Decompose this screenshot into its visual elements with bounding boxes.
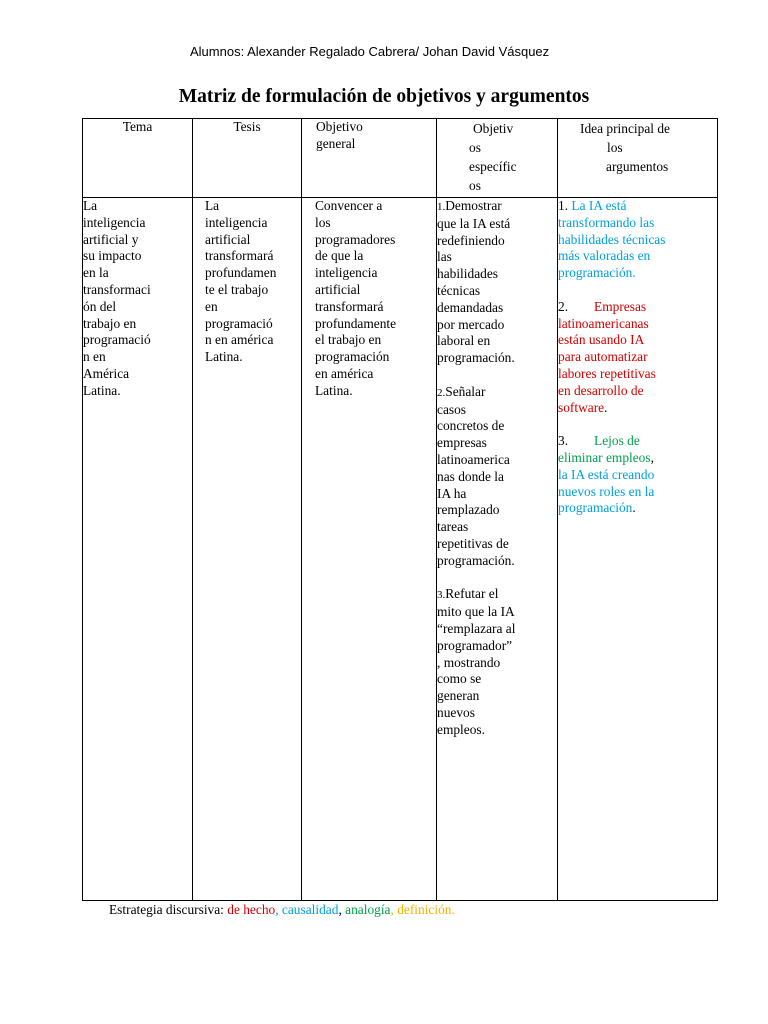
objetivo-especifico-3: 3.Refutar el mito que la IA “remplazara al programador” , mostrando como se generan nuevos empleos. <box>437 586 516 737</box>
cell-tema: La inteligencia artificial y su impacto en la transformaci ón del trabajo en programació n en América Latina. <box>83 198 193 901</box>
table-header-row <box>83 119 718 198</box>
header-objetivos-especificos: Objetiv os específic os <box>437 119 558 198</box>
document-title: Matriz de formulación de objetivos y argumentos <box>178 86 590 107</box>
header-objetivo-general: Objetivo general <box>302 119 437 198</box>
discursive-strategy-line: Estrategia discursiva: de hecho, causalidad, analogía, definición. <box>109 902 455 917</box>
header-tesis: Tesis <box>193 119 302 198</box>
objetivo-especifico-2: 2.Señalar casos concretos de empresas latinoamerica nas donde la IA ha remplazado tareas repetitivas de programación. <box>437 383 515 568</box>
strategy-hecho: de hecho <box>227 902 276 917</box>
header-idea-principal: Idea principal de los argumentos <box>558 119 718 198</box>
strategy-causalidad: causalidad <box>281 902 339 917</box>
strategy-definicion: definición. <box>397 902 455 917</box>
objectives-matrix-table <box>82 118 718 901</box>
header-tema: Tema <box>83 119 193 198</box>
cell-tesis: La inteligencia artificial transformará profundamen te el trabajo en programació n en américa Latina. <box>193 198 302 901</box>
argumento-2: 2. Empresas latinoamericanas están usando IA para automatizar labores repetitivas en desarrollo de software. <box>558 298 656 415</box>
table-row <box>83 198 718 901</box>
objetivo-especifico-1: 1.Demostrar que la IA está redefiniendo las habilidades técnicas demandadas por mercado laboral en programación. <box>437 198 515 366</box>
argumento-1: 1. La IA está transformando las habilidades técnicas más valoradas en programación. <box>558 198 666 281</box>
strategy-analogia: analogía <box>345 902 391 917</box>
argumento-3: 3. Lejos de eliminar empleos, la IA está creando nuevos roles en la programación. <box>558 433 655 516</box>
authors-line: Alumnos: Alexander Regalado Cabrera/ Johan David Vásquez <box>190 44 550 59</box>
cell-objetivos-especificos <box>437 198 558 901</box>
cell-objetivo-general: Convencer a los programadores de que la inteligencia artificial transformará profundamente el trabajo en programación en américa Latina. <box>302 198 437 901</box>
cell-argumentos <box>558 198 718 901</box>
